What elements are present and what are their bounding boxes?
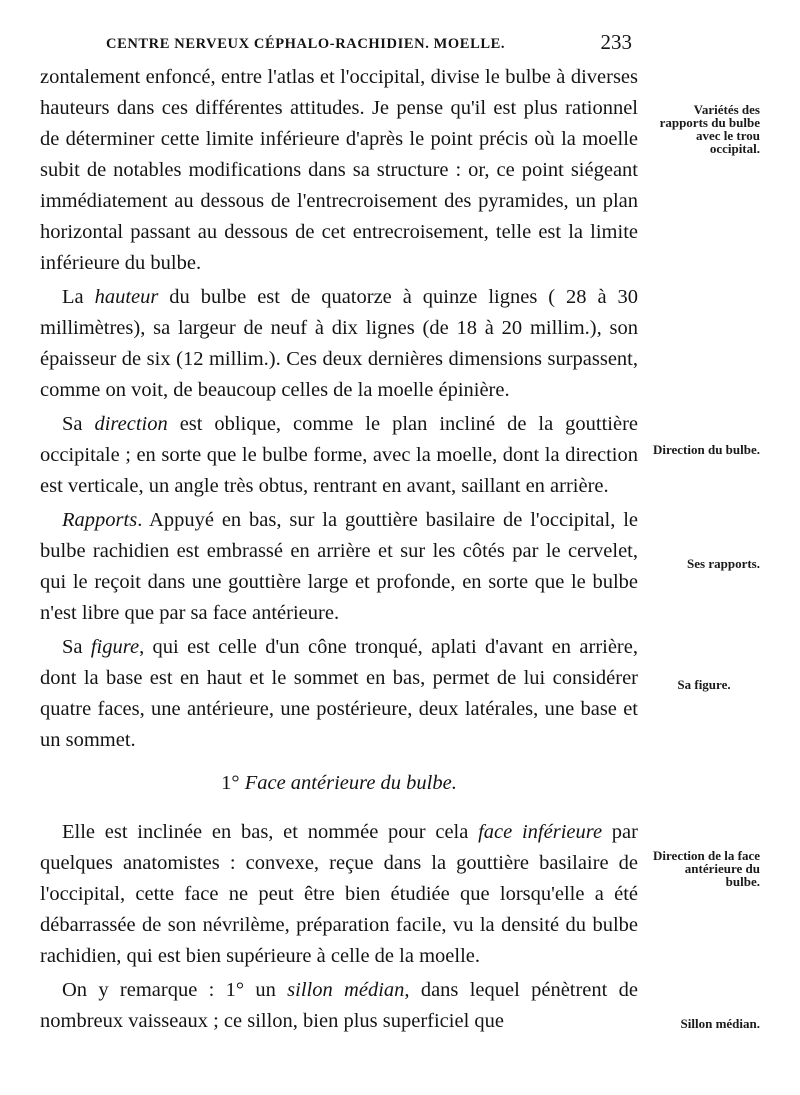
paragraph-4: Rapports. Appuyé en bas, sur la gouttière basilaire de l'occipital, le bulbe rachidien est embrassé en arrière et sur les côtés par le cervelet, qui le reçoit dans une gouttière large et profonde, en sorte que le bulbe n'est libre que par sa face antérieure. bbox=[40, 509, 638, 624]
running-title: CENTRE NERVEUX CÉPHALO-RACHIDIEN. MOELLE. bbox=[106, 36, 506, 52]
term-figure: figure bbox=[90, 636, 140, 658]
section-heading bbox=[40, 768, 638, 799]
paragraph-1: zontalement enfoncé, entre l'atlas et l'occipital, divise le bulbe à diverses hauteurs dans ces différentes attitudes. Je pense qu'il est plus rationnel de déterminer cette limite inférieure d'après le point précis où la moelle subit de notables modifications dans sa structure : or, ce point siégeant immédiatement au dessous de l'entrecroisement des pyramides, un plan horizontal passant au dessous de cet entrecroisement, telle est la limite inférieure du bulbe. bbox=[40, 66, 638, 274]
term-hauteur: hauteur bbox=[94, 286, 159, 308]
term-face-inferieure: face inférieure bbox=[478, 821, 603, 843]
term-direction: direction bbox=[94, 413, 168, 435]
page-number: 233 bbox=[600, 30, 632, 54]
paragraph-2: La hauteur du bulbe est de quatorze à quinze lignes ( 28 à 30 millimètres), sa largeur de neuf à dix lignes (de 18 à 20 millim.), son épaisseur de six (12 millim.). Ces deux dernières dimensions surpassent, comme on voit, de beaucoup celles de la moelle épinière. bbox=[40, 286, 638, 401]
section-title: Face antérieure du bulbe. bbox=[244, 772, 457, 794]
margin-note-rapports: Ses rapports. bbox=[687, 556, 760, 571]
section-number: 1° bbox=[221, 772, 240, 794]
margin-note-figure: Sa figure. bbox=[677, 677, 731, 692]
margin-note-direction-face: Direction de la face antérieure du bulbe. bbox=[653, 848, 760, 889]
main-text bbox=[40, 62, 638, 1037]
paragraph-5: Sa figure, qui est celle d'un cône tronqué, aplati d'avant en arrière, dont la base est en haut et le sommet en bas, permet de lui considérer quatre faces, une antérieure, une postérieure, deux latérales, une base et un sommet. bbox=[40, 636, 638, 751]
term-sillon-median: sillon médian bbox=[287, 979, 405, 1001]
paragraph-6: Elle est inclinée en bas, et nommée pour cela face inférieure par quelques anatomistes : convexe, reçue dans la gouttière basilaire de l'occipital, cette face ne peut être bien étudiée que lorsqu'elle a été débarrassée de son névrilème, préparation facile, vu la densité du bulbe rachidien, qui est bien supérieure à celle de la moelle. bbox=[40, 821, 638, 967]
margin-note-varietes: Variétés des rapports du bulbe avec le trou occipital. bbox=[659, 102, 760, 156]
paragraph-7: On y remarque : 1° un sillon médian, dans lequel pénètrent de nombreux vaisseaux ; ce sillon, bien plus superficiel que bbox=[40, 979, 639, 1032]
margin-note-direction-bulbe: Direction du bulbe. bbox=[652, 442, 760, 457]
margin-note-sillon-median: Sillon médian. bbox=[680, 1016, 760, 1031]
paragraph-3: Sa direction est oblique, comme le plan incliné de la gouttière occipitale ; en sorte que le bulbe forme, avec la moelle, dont la direction est verticale, un angle très obtus, rentrant en avant, saillant en arrière. bbox=[40, 413, 639, 497]
term-rapports: Rapports bbox=[62, 509, 138, 531]
page-header bbox=[40, 30, 630, 56]
